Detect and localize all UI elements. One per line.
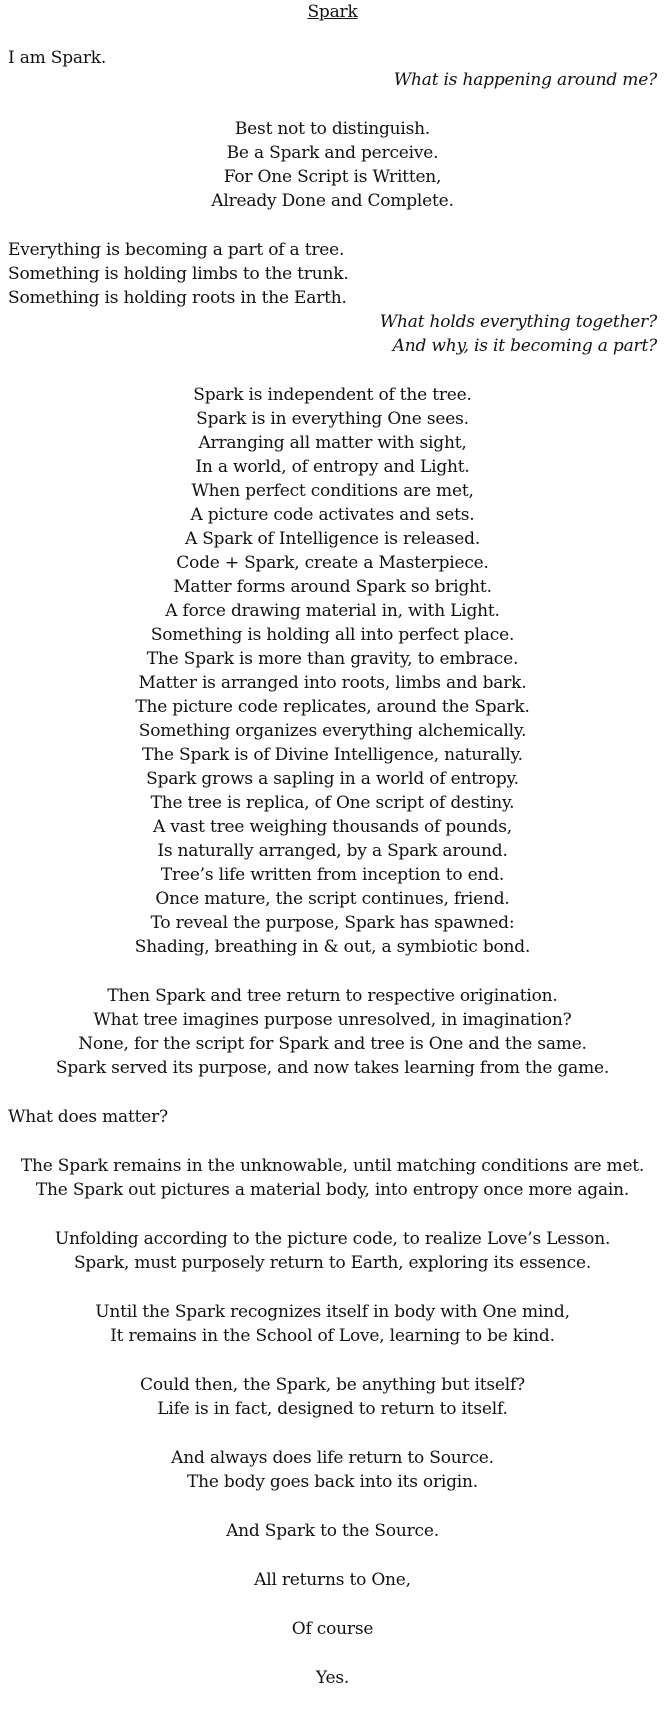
poem-line: To reveal the purpose, Spark has spawned: <box>150 913 515 933</box>
poem-line: Code + Spark, create a Masterpiece. <box>176 553 489 573</box>
poem-line: The picture code replicates, around the Spark. <box>135 697 530 717</box>
poem-line: Everything is becoming a part of a tree. <box>8 240 345 260</box>
poem-line: Once mature, the script continues, friend. <box>155 889 510 909</box>
poem-line: Already Done and Complete. <box>211 191 454 211</box>
poem-line: Spark grows a sapling in a world of entropy. <box>146 769 519 789</box>
poem-line: Spark served its purpose, and now takes learning from the game. <box>55 1058 610 1078</box>
poem-line: The Spark out pictures a material body, into entropy once more again. <box>35 1180 630 1200</box>
poem-line: Something is holding all into perfect place. <box>150 625 515 645</box>
poem-line: I am Spark. <box>8 48 107 68</box>
poem-line: Spark, must purposely return to Earth, exploring its essence. <box>73 1253 592 1273</box>
poem-line: What does matter? <box>8 1107 168 1127</box>
poem-line: Spark is in everything One sees. <box>196 409 469 429</box>
poem-line: What is happening around me? <box>393 70 657 90</box>
poem-line: Of course <box>291 1619 374 1639</box>
poem-line: The Spark is more than gravity, to embrace. <box>146 649 519 669</box>
poem-line: The body goes back into its origin. <box>186 1472 479 1492</box>
poem-line: Shading, breathing in & out, a symbiotic bond. <box>134 937 531 957</box>
poem-line: Something organizes everything alchemically. <box>138 721 527 741</box>
poem-line: The Spark remains in the unknowable, until matching conditions are met. <box>20 1156 645 1176</box>
poem-line: All returns to One, <box>254 1570 411 1590</box>
poem-title: Spark <box>307 2 358 22</box>
poem-line: A Spark of Intelligence is released. <box>184 529 481 549</box>
poem-line: Arranging all matter with sight, <box>198 433 467 453</box>
poem-line: And Spark to the Source. <box>226 1521 439 1541</box>
poem-line: A force drawing material in, with Light. <box>165 601 500 621</box>
poem-line: Something is holding limbs to the trunk. <box>8 264 349 284</box>
poem-line: The Spark is of Divine Intelligence, naturally. <box>142 745 523 765</box>
poem-line: Be a Spark and perceive. <box>226 143 439 163</box>
poem-line: Then Spark and tree return to respective origination. <box>107 986 558 1006</box>
poem-line: A picture code activates and sets. <box>190 505 475 525</box>
poem-line: Spark is independent of the tree. <box>193 385 472 405</box>
poem-line: When perfect conditions are met, <box>191 481 474 501</box>
poem-line: Matter is arranged into roots, limbs and bark. <box>138 673 527 693</box>
poem-line: For One Script is Written, <box>223 167 442 187</box>
poem-line: Could then, the Spark, be anything but itself? <box>140 1375 525 1395</box>
poem-line: Yes. <box>315 1668 350 1688</box>
poem-line: In a world, of entropy and Light. <box>195 457 470 477</box>
poem-line: Something is holding roots in the Earth. <box>8 288 347 308</box>
poem-line: Life is in fact, designed to return to itself. <box>157 1399 508 1419</box>
poem-line: Matter forms around Spark so bright. <box>173 577 492 597</box>
poem-line: What holds everything together? <box>379 312 657 332</box>
poem-line: Tree’s life written from inception to end. <box>160 865 505 885</box>
poem-line: Best not to distinguish. <box>234 119 431 139</box>
poem-line: And why, is it becoming a part? <box>392 336 657 356</box>
poem-line: What tree imagines purpose unresolved, in imagination? <box>93 1010 572 1030</box>
poem-line: And always does life return to Source. <box>171 1448 494 1468</box>
poem-line: A vast tree weighing thousands of pounds, <box>153 817 512 837</box>
poem-line: None, for the script for Spark and tree is One and the same. <box>78 1034 587 1054</box>
poem-line: Until the Spark recognizes itself in body with One mind, <box>95 1302 570 1322</box>
poem-line: The tree is replica, of One script of destiny. <box>150 793 515 813</box>
poem-line: Is naturally arranged, by a Spark around. <box>157 841 508 861</box>
poem-line: It remains in the School of Love, learning to be kind. <box>110 1326 555 1346</box>
poem-line: Unfolding according to the picture code, to realize Love’s Lesson. <box>54 1229 611 1249</box>
